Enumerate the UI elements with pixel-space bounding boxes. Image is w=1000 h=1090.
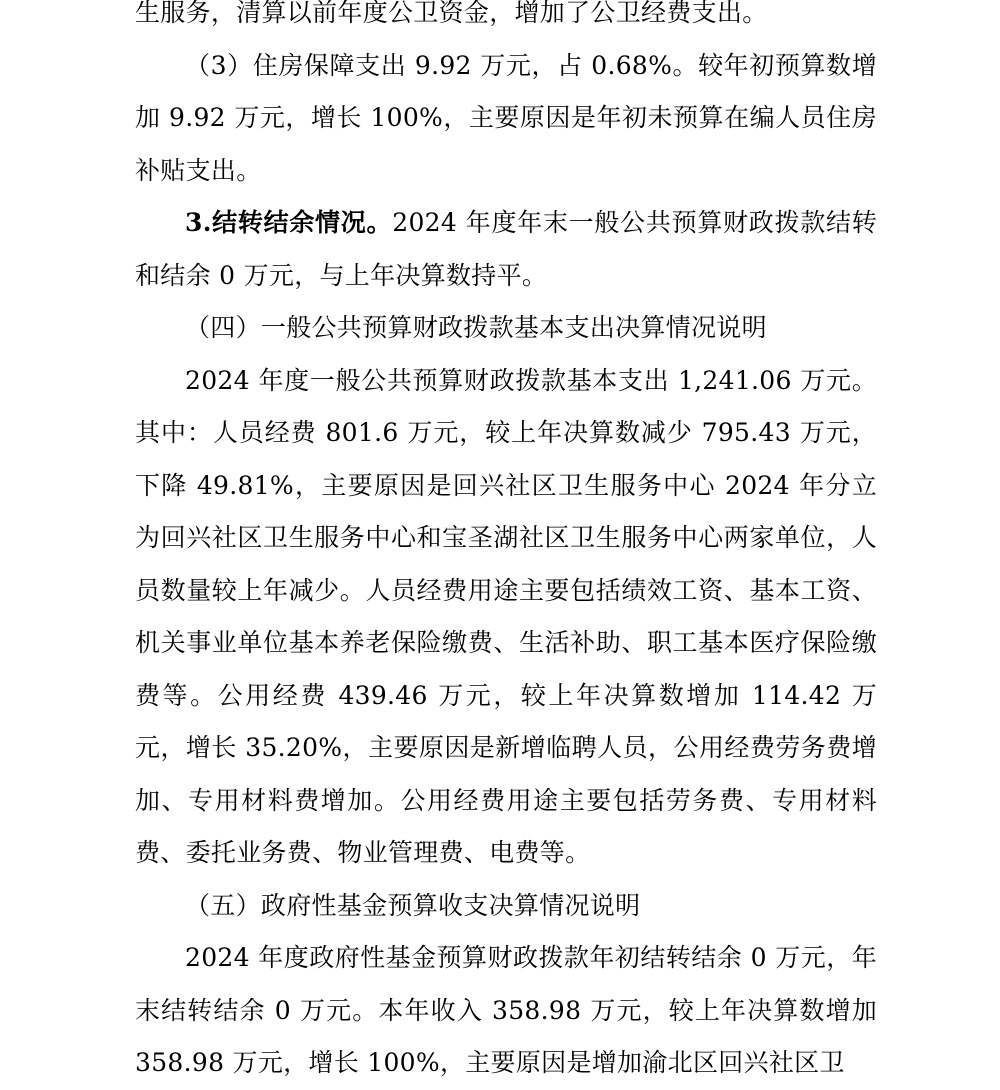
document-page	[135, 0, 877, 1090]
paragraph-government-fund: 2024 年度政府性基金预算财政拨款年初结转结余 0 万元，年末结转结余 0 万元。本年收入 358.98 万元，较上年决算数增加 358.98 万元，增长 100%，主要原因是增加渝北区回兴社区卫	[135, 943, 877, 1077]
paragraph-housing-expenditure: （3）住房保障支出 9.92 万元，占 0.68%。较年初预算数增加 9.92 万元，增长 100%，主要原因是年初未预算在编人员住房补贴支出。	[135, 50, 877, 185]
carryover-body: 2024 年度年末一般公共预算财政拨款结转和结余 0 万元，与上年决算数持平。	[135, 208, 877, 290]
section-heading-4: （四）一般公共预算财政拨款基本支出决算情况说明	[185, 313, 767, 342]
carryover-heading: 3.结转结余情况。	[185, 208, 393, 237]
paragraph-carryover	[135, 197, 877, 302]
paragraph-basic-expenditure: 2024 年度一般公共预算财政拨款基本支出 1,241.06 万元。其中：人员经费 801.6 万元，较上年决算数减少 795.43 万元，下降 49.81%，主要原因是回兴社区卫生服务中心 2024 年分立为回兴社区卫生服务中心和宝圣湖社区卫生服务中心两家单位，人员数量较上年减少。人员经费用途主要包括绩效工资、基本工资、机关事业单位基本养老保险缴费、生活补助、职工基本医疗保险缴费等。公用经费 439.46 万元，较上年决算数增加 114.42 万元，增长 35.20%，主要原因是新增临聘人员，公用经费劳务费增加、专用材料费增加。公用经费用途主要包括劳务费、专用材料费、委托业务费、物业管理费、电费等。	[135, 365, 877, 867]
paragraph-continuation: 生服务，清算以前年度公卫资金，增加了公卫经费支出。	[135, 0, 768, 27]
section-heading-5: （五）政府性基金预算收支决算情况说明	[185, 890, 641, 920]
